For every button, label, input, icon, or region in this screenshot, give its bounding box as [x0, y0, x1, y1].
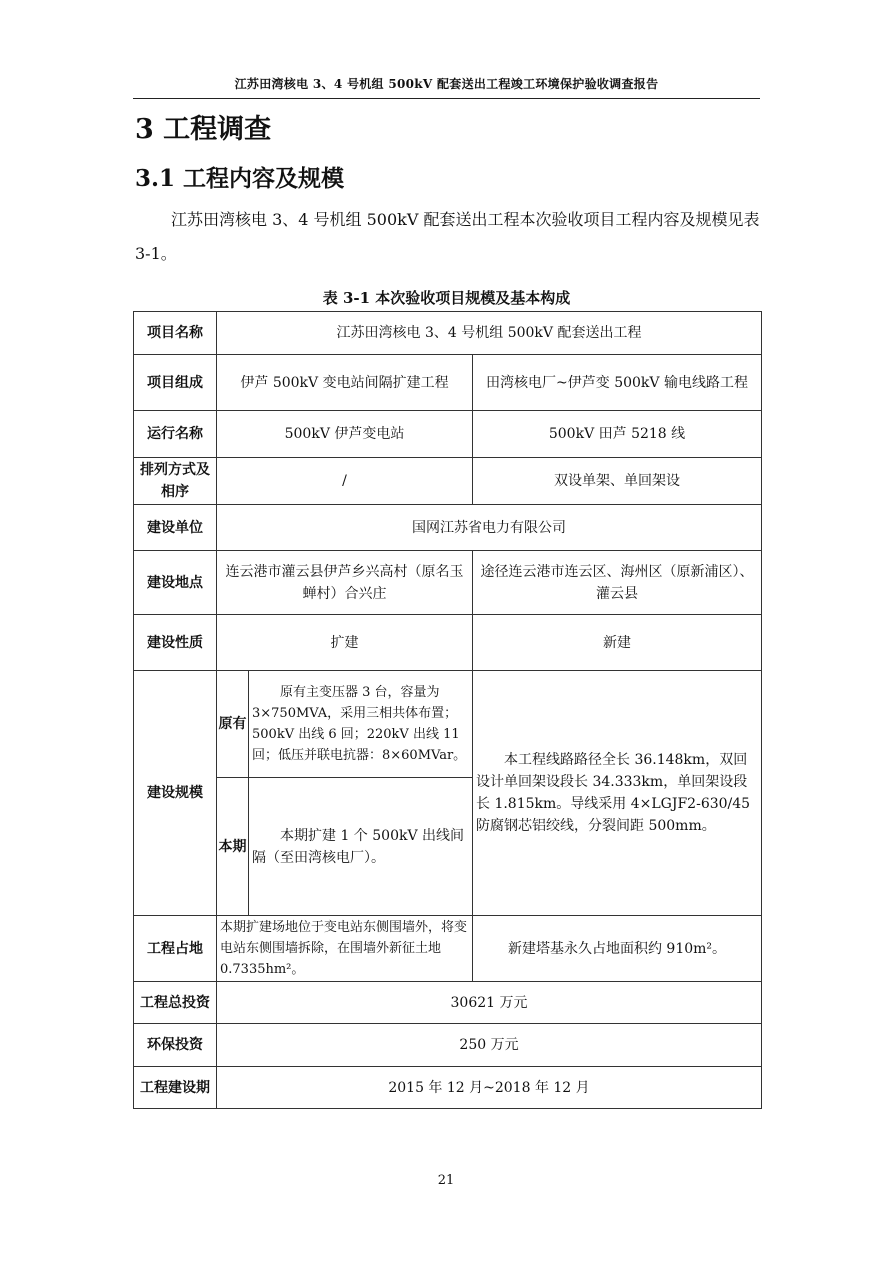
intro-paragraph: 江苏田湾核电 3、4 号机组 500kV 配套送出工程本次验收项目工程内容及规模见表 3-1。: [135, 210, 760, 263]
table-cell: 双设单架、单回架设: [473, 458, 762, 505]
page-number: 21: [437, 1173, 455, 1188]
row-label: 项目组成: [134, 355, 217, 411]
table-cell: 500kV 伊芦变电站: [217, 411, 473, 458]
sub-label: 原有: [217, 671, 249, 778]
table-cell: 连云港市灌云县伊芦乡兴高村（原名玉蝉村）合兴庄: [217, 551, 473, 615]
table-cell: 500kV 田芦 5218 线: [473, 411, 762, 458]
table-row: [134, 411, 762, 458]
table-cell: 江苏田湾核电 3、4 号机组 500kV 配套送出工程: [217, 312, 762, 355]
table-cell: 扩建: [217, 615, 473, 671]
row-label: 工程总投资: [134, 982, 217, 1024]
table-cell: 250 万元: [217, 1024, 762, 1067]
table-row: [134, 916, 762, 982]
row-label: 工程建设期: [134, 1067, 217, 1109]
table-row: [134, 671, 762, 778]
table-cell: 原有主变压器 3 台，容量为 3×750MVA，采用三相共体布置；500kV 出线 6 回；220kV 出线 11 回；低压并联电抗器：8×60MVar。: [249, 671, 473, 778]
section-heading: 3 工程调查: [135, 114, 272, 145]
table-cell: 新建: [473, 615, 762, 671]
row-label: 建设规模: [134, 671, 217, 916]
project-table: [133, 311, 762, 1109]
row-label: 运行名称: [134, 411, 217, 458]
row-label: 建设性质: [134, 615, 217, 671]
table-cell: 30621 万元: [217, 982, 762, 1024]
row-label: 工程占地: [134, 916, 217, 982]
row-label: 建设单位: [134, 505, 217, 551]
row-label: 环保投资: [134, 1024, 217, 1067]
table-row: [134, 615, 762, 671]
table-row: [134, 1024, 762, 1067]
table-row: [134, 312, 762, 355]
table-cell: 2015 年 12 月~2018 年 12 月: [217, 1067, 762, 1109]
table-cell: 伊芦 500kV 变电站间隔扩建工程: [217, 355, 473, 411]
row-label: 项目名称: [134, 312, 217, 355]
table-cell: 途径连云港市连云区、海州区（原新浦区）、灌云县: [473, 551, 762, 615]
row-label: 排列方式及相序: [134, 458, 217, 505]
running-header: 江苏田湾核电 3、4 号机组 500kV 配套送出工程竣工环境保护验收调查报告: [234, 77, 659, 91]
table-row: [134, 505, 762, 551]
table-cell: 田湾核电厂~伊芦变 500kV 输电线路工程: [473, 355, 762, 411]
table-row: [134, 551, 762, 615]
table-cell: 国网江苏省电力有限公司: [217, 505, 762, 551]
table-caption: 表 3-1 本次验收项目规模及基本构成: [322, 289, 571, 307]
sub-label: 本期: [217, 778, 249, 916]
header-rule: [133, 98, 760, 99]
subsection-heading: 3.1 工程内容及规模: [135, 165, 345, 192]
table-row: [134, 458, 762, 505]
table-cell: 本工程线路路径全长 36.148km，双回设计单回架设段长 34.333km，单回架设段长 1.815km。导线采用 4×LGJF2-630/45 防腐钢芯铝绞线，分裂间距 500mm。: [473, 671, 762, 916]
table-row: [134, 1067, 762, 1109]
row-label: 建设地点: [134, 551, 217, 615]
table-row: [134, 355, 762, 411]
table-cell: 本期扩建场地位于变电站东侧围墙外，将变电站东侧围墙拆除，在围墙外新征土地 0.7335hm²。: [217, 916, 473, 982]
table-cell: 新建塔基永久占地面积约 910m²。: [473, 916, 762, 982]
table-cell: 本期扩建 1 个 500kV 出线间隔（至田湾核电厂）。: [249, 778, 473, 916]
table-row: [134, 982, 762, 1024]
table-cell: /: [217, 458, 473, 505]
